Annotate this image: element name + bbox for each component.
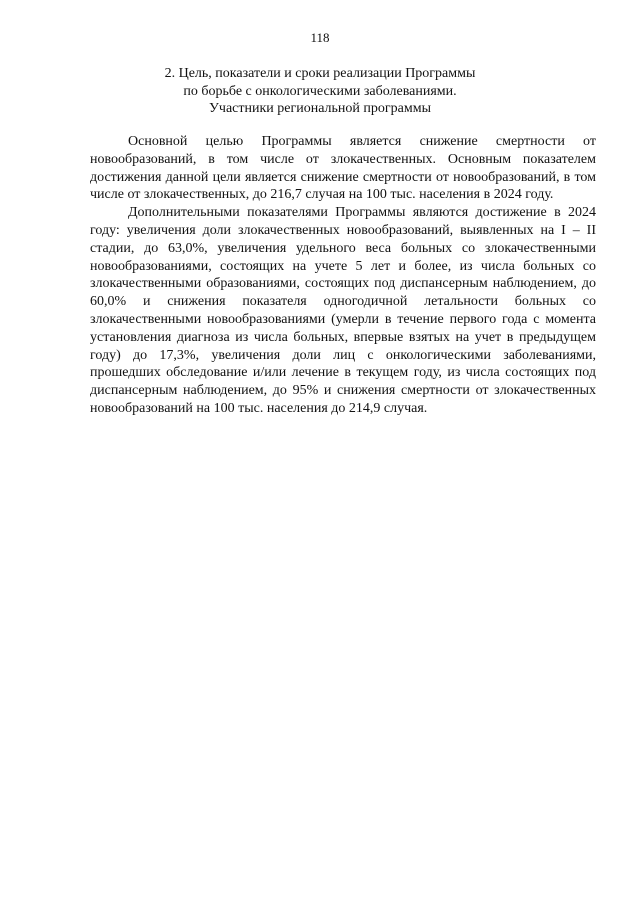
- body-text: [90, 133, 596, 418]
- section-heading-line-1: 2. Цель, показатели и сроки реализации Программы: [164, 66, 476, 81]
- page-number: 118: [310, 30, 330, 45]
- paragraph-additional-indicators: Дополнительными показателями Программы являются достижение в 2024 году: увеличения доли злокачественных новообразований, выявленных на I – II стадии, до 63,0%, увеличения удельного веса больных со злокачественными новообразованиями, состоящих на учете 5 лет и более, из числа больных со злокачественными образованиями, состоящих под диспансерным наблюдением, до 60,0% и снижения показателя одногодичной летальности больных со злокачественными новообразованиями (умерли в течение первого года с момента установления диагноза из числа больных, впервые взятых на учет в предыдущем году) до 17,3%, увеличения доли лиц с онкологическими заболеваниями, прошедших обследование и/или лечение в текущем году, из числа состоящих под диспансерным наблюдением, до 95% и снижения смертности от злокачественных новообразований на 100 тыс. населения до 214,9 случая.: [90, 205, 596, 416]
- paragraph-main-goal: Основной целью Программы является снижение смертности от новообразований, в том числе от злокачественных. Основным показателем достижения данной цели является снижение смертности от новообразований, в том числе от злокачественных, до 216,7 случая на 100 тыс. населения в 2024 году.: [90, 134, 596, 203]
- section-heading-line-2: по борьбе с онкологическими заболеваниями.: [183, 83, 457, 99]
- section-heading-line-3: Участники региональной программы: [209, 101, 431, 116]
- section-heading: [90, 65, 550, 118]
